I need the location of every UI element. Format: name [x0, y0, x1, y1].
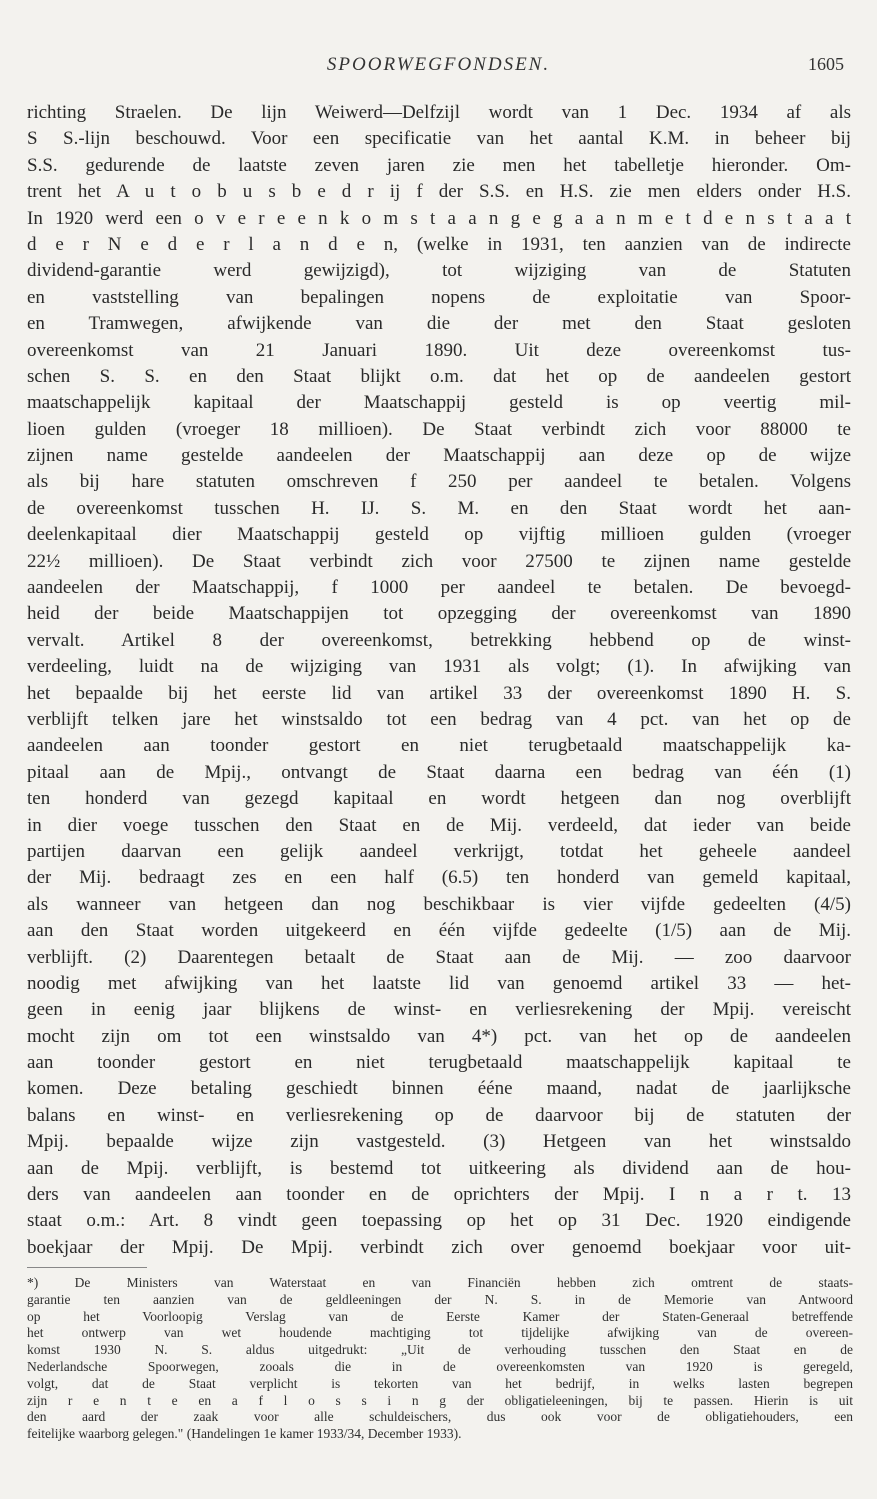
footnote-line: *) De Ministers van Waterstaat en van Financiën hebben zich omtrent de staats- — [27, 1275, 853, 1290]
body-line: en vaststelling van bepalingen nopens de exploitatie van Spoor- — [27, 286, 851, 308]
running-title: SPOORWEGFONDSEN. — [326, 54, 551, 75]
body-line: trent het A u t o b u s b e d r ij f der S.S. en H.S. zie men elders onder H.S. — [27, 181, 851, 203]
body-line: S.S. gedurende de laatste zeven jaren zie men het tabelletje hieronder. Om- — [27, 154, 851, 176]
page-number: 1605 — [808, 54, 844, 74]
body-line: heid der beide Maatschappijen tot opzegging der overeenkomst van 1890 — [27, 603, 851, 625]
footnote-line: Nederlandsche Spoorwegen, zooals die in de overeenkomsten van 1920 is geregeld, — [27, 1358, 853, 1374]
footnote-divider — [27, 1267, 147, 1268]
body-line: overeenkomst van 21 Januari 1890. Uit deze overeenkomst tus- — [27, 339, 851, 361]
body-line: deelenkapitaal dier Maatschappij gesteld op vijftig millioen gulden (vroeger — [27, 524, 851, 546]
body-line: in dier voege tusschen den Staat en de Mij. verdeeld, dat ieder van beide — [27, 814, 851, 836]
footnote-line: het ontwerp van wet houdende machtiging tot tijdelijke afwijking van de overeen- — [27, 1325, 853, 1341]
body-line: als wanneer van hetgeen dan nog beschikbaar is vier vijfde gedeelten (4/5) — [27, 893, 851, 915]
body-line: aan de Mpij. verblijft, is bestemd tot uitkeering als dividend aan de hou- — [27, 1157, 851, 1179]
body-line: aandeelen aan toonder gestort en niet terugbetaald maatschappelijk ka- — [27, 735, 851, 757]
body-line: verblijft telken jare het winstsaldo tot een bedrag van 4 pct. van het op de — [27, 708, 851, 730]
body-line: staat o.m.: Art. 8 vindt geen toepassing op het op 31 Dec. 1920 eindigende — [27, 1210, 851, 1232]
body-line: partijen daarvan een gelijk aandeel verkrijgt, totdat het geheele aandeel — [27, 840, 851, 862]
body-line: komen. Deze betaling geschiedt binnen ééne maand, nadat de jaarlijksche — [27, 1078, 851, 1100]
body-line: de overeenkomst tusschen H. IJ. S. M. en den Staat wordt het aan- — [27, 497, 851, 519]
footnote-line: op het Voorloopig Verslag van de Eerste Kamer der Staten-Generaal betreffende — [27, 1308, 853, 1324]
body-line: verblijft. (2) Daarentegen betaalt de Staat aan de Mij. — zoo daarvoor — [27, 946, 851, 968]
footnote-line: zijn r e n t e en a f l o s s i n g der obligatieleeningen, bij te passen. Hierin is uit — [27, 1392, 853, 1408]
body-line: ders van aandeelen aan toonder en de oprichters der Mpij. I n a r t. 13 — [27, 1184, 851, 1206]
body-line: en Tramwegen, afwijkende van die der met den Staat gesloten — [27, 313, 851, 335]
body-line: noodig met afwijking van het laatste lid van genoemd artikel 33 — het- — [27, 972, 851, 994]
footnote-line: volgt, dat de Staat verplicht is tekorten van het bedrijf, in welks lasten begrepen — [27, 1375, 853, 1391]
body-line: vervalt. Artikel 8 der overeenkomst, betrekking hebbend op de winst- — [27, 629, 851, 651]
body-line: richting Straelen. De lijn Weiwerd—Delfzijl wordt van 1 Dec. 1934 af als — [27, 102, 851, 123]
footnote-line: feitelijke waarborg gelegen." (Handelingen 1e kamer 1933/34, December 1933). — [27, 1426, 462, 1442]
body-line: geen in eenig jaar blijkens de winst- en verliesrekening der Mpij. vereischt — [27, 999, 851, 1021]
body-line: zijnen name gestelde aandeelen der Maatschappij aan deze op de wijze — [27, 445, 851, 467]
body-line: S S.-lijn beschouwd. Voor een specificatie van het aantal K.M. in beheer bij — [27, 128, 851, 150]
body-line: aandeelen der Maatschappij, f 1000 per aandeel te betalen. De bevoegd- — [27, 577, 851, 599]
footnote-line: den aard der zaak voor alle schuldeischers, dus ook voor de obligatiehouders, een — [27, 1409, 853, 1425]
footnotes — [27, 1275, 853, 1443]
body-line: mocht zijn om tot een winstsaldo van 4*) pct. van het op de aandeelen — [27, 1025, 851, 1047]
body-line: pitaal aan de Mpij., ontvangt de Staat daarna een bedrag van één (1) — [27, 761, 851, 783]
body-text — [27, 100, 851, 1261]
running-header — [0, 54, 877, 78]
body-line: d e r N e d e r l a n d e n, (welke in 1931, ten aanzien van de indirecte — [27, 233, 851, 255]
body-line: maatschappelijk kapitaal der Maatschappij gesteld is op veertig mil- — [27, 392, 851, 414]
body-line: als bij hare statuten omschreven f 250 per aandeel te betalen. Volgens — [27, 471, 851, 493]
body-line: verdeeling, luidt na de wijziging van 1931 als volgt; (1). In afwijking van — [27, 656, 851, 678]
footnote-line: garantie ten aanzien van de geldleeningen der N. S. in de Memorie van Antwoord — [27, 1291, 853, 1307]
body-line: schen S. S. en den Staat blijkt o.m. dat het op de aandeelen gestort — [27, 365, 851, 387]
body-line: aan den Staat worden uitgekeerd en één vijfde gedeelte (1/5) aan de Mij. — [27, 920, 851, 942]
body-line: Mpij. bepaalde wijze zijn vastgesteld. (3) Hetgeen van het winstsaldo — [27, 1131, 851, 1153]
body-line: het bepaalde bij het eerste lid van artikel 33 der overeenkomst 1890 H. S. — [27, 682, 851, 704]
body-line: In 1920 werd een o v e r e e n k o m s t a a n g e g a a n m e t d e n s t a a t — [27, 207, 851, 229]
body-line: der Mij. bedraagt zes en een half (6.5) ten honderd van gemeld kapitaal, — [27, 867, 851, 889]
footnote-line: komst 1930 N. S. aldus uitgedrukt: „Uit de verhouding tusschen den Staat en de — [27, 1342, 853, 1358]
body-line: dividend-garantie werd gewijzigd), tot wijziging van de Statuten — [27, 260, 851, 282]
body-line: ten honderd van gezegd kapitaal en wordt hetgeen dan nog overblijft — [27, 788, 851, 810]
body-line: boekjaar der Mpij. De Mpij. verbindt zich over genoemd boekjaar voor uit- — [27, 1236, 851, 1258]
body-line: lioen gulden (vroeger 18 millioen). De Staat verbindt zich voor 88000 te — [27, 418, 851, 440]
body-line: 22½ millioen). De Staat verbindt zich voor 27500 te zijnen name gestelde — [27, 550, 851, 572]
body-line: balans en winst- en verliesrekening op de daarvoor bij de statuten der — [27, 1104, 851, 1126]
body-line: aan toonder gestort en niet terugbetaald maatschappelijk kapitaal te — [27, 1052, 851, 1074]
